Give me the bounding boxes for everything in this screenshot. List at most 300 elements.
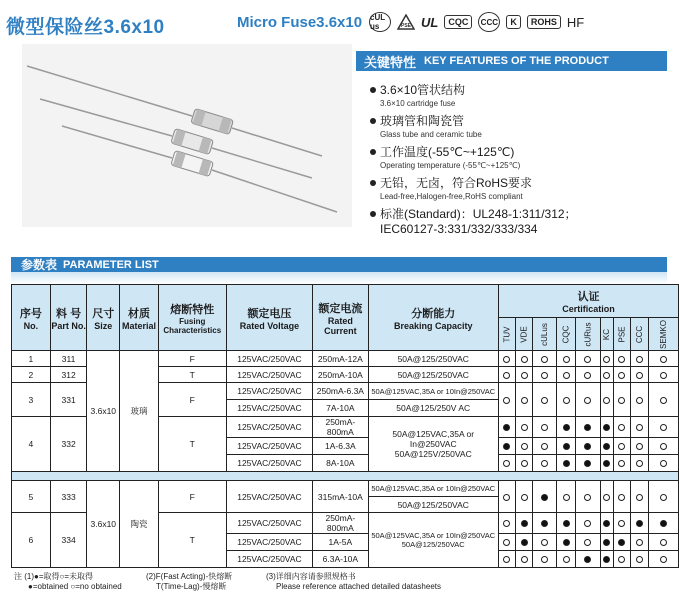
filled-circle-icon xyxy=(584,443,591,450)
breaking-line: 50A@125/250VAC xyxy=(401,540,465,549)
filled-circle-icon xyxy=(584,460,591,467)
cert-not-obtained-mark xyxy=(557,351,576,367)
cert-not-obtained-mark xyxy=(498,367,515,383)
parameter-list-title-bar xyxy=(11,257,667,272)
cell-voltage: 125VAC/250VAC xyxy=(226,438,313,455)
cert-obtained-mark xyxy=(557,513,576,534)
empty-circle-icon xyxy=(563,397,570,404)
cell-fusing: T xyxy=(158,417,226,472)
empty-circle-icon xyxy=(584,397,591,404)
empty-circle-icon xyxy=(618,460,625,467)
cert-not-obtained-mark xyxy=(557,383,576,417)
empty-circle-icon xyxy=(563,494,570,501)
filled-circle-icon xyxy=(563,443,570,450)
empty-circle-icon xyxy=(636,424,643,431)
feature-item xyxy=(370,205,670,236)
empty-circle-icon xyxy=(541,424,548,431)
cell-breaking xyxy=(368,513,498,568)
cert-obtained-mark xyxy=(515,513,532,534)
cell-size: 3.6x10 xyxy=(87,481,120,568)
filled-circle-icon xyxy=(636,520,643,527)
cert-not-obtained-mark xyxy=(515,351,532,367)
empty-circle-icon xyxy=(618,556,625,563)
feature-cn-continued: IEC60127-3:331/332/333/334 xyxy=(380,222,538,236)
cert-not-obtained-mark xyxy=(515,417,532,438)
header-certification: 认证 Certification xyxy=(498,285,678,318)
cert-obtained-mark xyxy=(557,438,576,455)
cert-not-obtained-mark xyxy=(600,351,613,367)
empty-circle-icon xyxy=(503,372,510,379)
empty-circle-icon xyxy=(660,424,667,431)
empty-circle-icon xyxy=(503,356,510,363)
breaking-line: 50A@125VAC,35A or In@250VAC xyxy=(392,429,475,449)
cert-column-pse: PSE xyxy=(613,318,630,351)
cert-obtained-mark xyxy=(630,513,648,534)
bullet-icon xyxy=(370,211,376,217)
cert-not-obtained-mark xyxy=(557,481,576,513)
fuse-illustration xyxy=(22,44,352,227)
cul-us-mark: cUL us xyxy=(369,12,391,32)
cert-not-obtained-mark xyxy=(613,417,630,438)
cell-material: 玻璃 xyxy=(120,351,159,472)
cert-obtained-mark xyxy=(557,534,576,551)
hf-mark: HF xyxy=(566,14,585,30)
empty-circle-icon xyxy=(503,520,510,527)
cert-obtained-mark xyxy=(515,534,532,551)
cell-current: 250mA-800mA xyxy=(313,417,368,438)
cert-not-obtained-mark xyxy=(649,551,679,568)
cert-obtained-mark xyxy=(557,455,576,472)
cell-fusing: T xyxy=(158,367,226,383)
cert-not-obtained-mark xyxy=(613,513,630,534)
cert-obtained-mark xyxy=(649,513,679,534)
cert-not-obtained-mark xyxy=(575,367,600,383)
empty-circle-icon xyxy=(618,494,625,501)
cert-not-obtained-mark xyxy=(630,438,648,455)
empty-circle-icon xyxy=(503,460,510,467)
cert-not-obtained-mark xyxy=(515,367,532,383)
cert-not-obtained-mark xyxy=(630,417,648,438)
cert-not-obtained-mark xyxy=(630,455,648,472)
cert-obtained-mark xyxy=(498,417,515,438)
cell-part: 334 xyxy=(50,513,87,568)
empty-circle-icon xyxy=(521,443,528,450)
cert-obtained-mark xyxy=(575,551,600,568)
cell-current: 7A-10A xyxy=(313,400,368,417)
cell-voltage: 125VAC/250VAC xyxy=(226,513,313,534)
empty-circle-icon xyxy=(636,539,643,546)
certification-marks xyxy=(369,12,584,32)
empty-circle-icon xyxy=(503,494,510,501)
cert-not-obtained-mark xyxy=(613,367,630,383)
cert-column-ccc: CCC xyxy=(630,318,648,351)
header-no: 序号 No. xyxy=(12,285,51,351)
empty-circle-icon xyxy=(660,372,667,379)
cert-column-semko: SEMKO xyxy=(649,318,679,351)
cert-column-tuv: TUV xyxy=(498,318,515,351)
cell-breaking: 50A@125/250VAC xyxy=(368,351,498,367)
cell-fusing: F xyxy=(158,481,226,513)
cell-part: 311 xyxy=(50,351,87,367)
cert-not-obtained-mark xyxy=(515,383,532,417)
cell-voltage: 125VAC/250VAC xyxy=(226,367,313,383)
cert-not-obtained-mark xyxy=(613,455,630,472)
empty-circle-icon xyxy=(660,539,667,546)
table-row xyxy=(12,351,679,367)
cell-voltage: 125VAC/250VAC xyxy=(226,351,313,367)
cert-not-obtained-mark xyxy=(575,351,600,367)
cell-breaking: 50A@125VAC,35A or 10In@250VAC xyxy=(368,481,498,497)
header-breaking-capacity: 分断能力 Breaking Capacity xyxy=(368,285,498,351)
cell-breaking xyxy=(368,417,498,472)
empty-circle-icon xyxy=(618,372,625,379)
cert-not-obtained-mark xyxy=(600,481,613,513)
cert-not-obtained-mark xyxy=(498,481,515,513)
cert-not-obtained-mark xyxy=(498,513,515,534)
cert-not-obtained-mark xyxy=(630,481,648,513)
empty-circle-icon xyxy=(660,494,667,501)
cell-breaking: 50A@125/250V AC xyxy=(368,400,498,417)
table-spacer xyxy=(12,472,679,481)
cell-voltage: 125VAC/250VAC xyxy=(226,551,313,568)
cert-not-obtained-mark xyxy=(498,351,515,367)
empty-circle-icon xyxy=(584,356,591,363)
kc-mark: K xyxy=(506,15,521,29)
cert-not-obtained-mark xyxy=(533,417,557,438)
empty-circle-icon xyxy=(584,494,591,501)
filled-circle-icon xyxy=(563,460,570,467)
cell-fusing: F xyxy=(158,383,226,417)
filled-circle-icon xyxy=(603,556,610,563)
header-fusing: 熔断特性 Fusing Characteristics xyxy=(158,285,226,351)
feature-en: Operating temperature (-55℃~+125℃) xyxy=(380,161,521,170)
cert-not-obtained-mark xyxy=(630,551,648,568)
cell-breaking: 50A@125VAC,35A or 10In@250VAC xyxy=(368,383,498,400)
cell-fusing: F xyxy=(158,351,226,367)
empty-circle-icon xyxy=(521,494,528,501)
filled-circle-icon xyxy=(541,520,548,527)
cell-voltage: 125VAC/250VAC xyxy=(226,383,313,400)
cert-not-obtained-mark xyxy=(649,417,679,438)
title-bar-gradient xyxy=(11,272,667,284)
empty-circle-icon xyxy=(636,397,643,404)
cell-breaking: 50A@125/250VAC xyxy=(368,497,498,513)
cert-not-obtained-mark xyxy=(630,367,648,383)
cell-voltage: 125VAC/250VAC xyxy=(226,417,313,438)
cert-obtained-mark xyxy=(600,551,613,568)
cell-no: 3 xyxy=(12,383,51,417)
cert-obtained-mark xyxy=(600,455,613,472)
cert-obtained-mark xyxy=(498,438,515,455)
cert-column-vde: VDE xyxy=(515,318,532,351)
cert-not-obtained-mark xyxy=(649,534,679,551)
cell-no: 6 xyxy=(12,513,51,568)
cell-voltage: 125VAC/250VAC xyxy=(226,534,313,551)
header-material: 材质 Material xyxy=(120,285,159,351)
cert-not-obtained-mark xyxy=(533,551,557,568)
cert-not-obtained-mark xyxy=(575,513,600,534)
filled-circle-icon xyxy=(603,460,610,467)
cert-not-obtained-mark xyxy=(649,438,679,455)
cell-voltage: 125VAC/250VAC xyxy=(226,400,313,417)
feature-cn: 3.6×10管状结构 xyxy=(380,83,466,97)
cell-no: 1 xyxy=(12,351,51,367)
empty-circle-icon xyxy=(521,356,528,363)
filled-circle-icon xyxy=(541,494,548,501)
note-3-en: Please reference attached detailed datasheets xyxy=(276,582,442,591)
note-3-cn: (3)详细内容请参照规格书 xyxy=(266,572,356,581)
empty-circle-icon xyxy=(660,356,667,363)
cert-not-obtained-mark xyxy=(600,367,613,383)
bullet-icon xyxy=(370,118,376,124)
cert-not-obtained-mark xyxy=(533,367,557,383)
table-row xyxy=(12,481,679,497)
bullet-icon xyxy=(370,87,376,93)
cell-current: 315mA-10A xyxy=(313,481,368,513)
filled-circle-icon xyxy=(521,539,528,546)
cell-part: 312 xyxy=(50,367,87,383)
rohs-mark: ROHS xyxy=(527,15,561,29)
cert-not-obtained-mark xyxy=(557,367,576,383)
cert-obtained-mark xyxy=(575,417,600,438)
cell-fusing: T xyxy=(158,513,226,568)
cert-obtained-mark xyxy=(600,438,613,455)
cert-obtained-mark xyxy=(575,455,600,472)
feature-en: Glass tube and ceramic tube xyxy=(380,130,482,139)
cell-current: 1A-6.3A xyxy=(313,438,368,455)
note-2 xyxy=(146,572,232,592)
empty-circle-icon xyxy=(603,397,610,404)
empty-circle-icon xyxy=(541,356,548,363)
filled-circle-icon xyxy=(563,520,570,527)
cert-not-obtained-mark xyxy=(533,438,557,455)
cert-not-obtained-mark xyxy=(515,455,532,472)
cert-column-cqc: CQC xyxy=(557,318,576,351)
cell-current: 250mA-6.3A xyxy=(313,383,368,400)
filled-circle-icon xyxy=(584,424,591,431)
key-features-title-bar xyxy=(356,51,667,71)
empty-circle-icon xyxy=(636,356,643,363)
product-photo xyxy=(22,44,352,227)
empty-circle-icon xyxy=(503,397,510,404)
cqc-mark: CQC xyxy=(444,15,472,29)
empty-circle-icon xyxy=(618,424,625,431)
cell-material: 陶瓷 xyxy=(120,481,159,568)
cell-breaking: 50A@125/250VAC xyxy=(368,367,498,383)
cert-not-obtained-mark xyxy=(630,383,648,417)
empty-circle-icon xyxy=(563,372,570,379)
cert-obtained-mark xyxy=(575,438,600,455)
cell-no: 4 xyxy=(12,417,51,472)
ul-mark: UL xyxy=(421,14,439,30)
feature-item xyxy=(370,143,670,170)
cert-not-obtained-mark xyxy=(575,481,600,513)
feature-item xyxy=(370,81,670,108)
note-3 xyxy=(266,572,441,592)
cert-not-obtained-mark xyxy=(515,438,532,455)
cert-not-obtained-mark xyxy=(515,551,532,568)
cert-not-obtained-mark xyxy=(533,383,557,417)
cert-not-obtained-mark xyxy=(533,455,557,472)
cert-not-obtained-mark xyxy=(498,551,515,568)
filled-circle-icon xyxy=(503,443,510,450)
cert-obtained-mark xyxy=(557,417,576,438)
cert-not-obtained-mark xyxy=(575,383,600,417)
feature-cn: 无铅，无卤，符合RoHS要求 xyxy=(380,176,533,190)
pse-triangle-icon xyxy=(397,14,415,30)
cert-not-obtained-mark xyxy=(613,481,630,513)
svg-text:PSE: PSE xyxy=(400,23,412,29)
note-1-en: ●=obtained ○=no obtained xyxy=(28,582,122,591)
cert-not-obtained-mark xyxy=(649,351,679,367)
empty-circle-icon xyxy=(618,356,625,363)
cert-not-obtained-mark xyxy=(613,351,630,367)
cell-voltage: 125VAC/250VAC xyxy=(226,481,313,513)
empty-circle-icon xyxy=(618,443,625,450)
note-1-cn: 注 (1)●=取得○=未取得 xyxy=(14,572,94,581)
cert-not-obtained-mark xyxy=(498,455,515,472)
cert-not-obtained-mark xyxy=(613,383,630,417)
empty-circle-icon xyxy=(618,520,625,527)
cert-not-obtained-mark xyxy=(533,351,557,367)
bullet-icon xyxy=(370,149,376,155)
note-2-cn: (2)F(Fast Acting)-快熔断 xyxy=(146,572,233,581)
filled-circle-icon xyxy=(603,424,610,431)
cert-obtained-mark xyxy=(533,513,557,534)
cell-part: 332 xyxy=(50,417,87,472)
cell-no: 5 xyxy=(12,481,51,513)
feature-item xyxy=(370,174,670,201)
empty-circle-icon xyxy=(541,556,548,563)
cell-part: 333 xyxy=(50,481,87,513)
feature-cn: 工作温度(-55℃~+125℃) xyxy=(380,145,515,159)
empty-circle-icon xyxy=(636,460,643,467)
empty-circle-icon xyxy=(660,443,667,450)
empty-circle-icon xyxy=(636,494,643,501)
empty-circle-icon xyxy=(521,556,528,563)
feature-cn: 标准(Standard)：UL248-1:311/312； xyxy=(380,207,577,221)
filled-circle-icon xyxy=(603,520,610,527)
empty-circle-icon xyxy=(541,397,548,404)
cert-column-curus: cURus xyxy=(575,318,600,351)
page-title-cn: 微型保险丝3.6x10 xyxy=(6,17,165,38)
cell-current: 250mA-10A xyxy=(313,367,368,383)
cert-obtained-mark xyxy=(600,417,613,438)
empty-circle-icon xyxy=(660,556,667,563)
filled-circle-icon xyxy=(521,520,528,527)
cert-not-obtained-mark xyxy=(630,351,648,367)
empty-circle-icon xyxy=(584,372,591,379)
empty-circle-icon xyxy=(521,372,528,379)
feature-cn: 玻璃管和陶瓷管 xyxy=(380,114,465,128)
pse-mark xyxy=(397,14,415,30)
page-title-en: Micro Fuse3.6x10 xyxy=(237,14,363,31)
empty-circle-icon xyxy=(603,356,610,363)
cert-obtained-mark xyxy=(600,534,613,551)
cert-not-obtained-mark xyxy=(515,481,532,513)
parameter-table xyxy=(11,284,679,568)
header-part-no: 料 号 Part No. xyxy=(50,285,87,351)
cert-not-obtained-mark xyxy=(600,383,613,417)
empty-circle-icon xyxy=(603,372,610,379)
empty-circle-icon xyxy=(541,539,548,546)
note-1 xyxy=(14,572,122,592)
filled-circle-icon xyxy=(563,539,570,546)
note-2-en: T(Time-Lag)-慢熔断 xyxy=(156,582,227,591)
header-rated-voltage: 额定电压 Rated Voltage xyxy=(226,285,313,351)
breaking-line: 50A@125VAC,35A or 10In@250VAC xyxy=(371,531,496,540)
filled-circle-icon xyxy=(563,424,570,431)
empty-circle-icon xyxy=(563,356,570,363)
cell-current: 6.3A-10A xyxy=(313,551,368,568)
empty-circle-icon xyxy=(503,539,510,546)
filled-circle-icon xyxy=(603,539,610,546)
cert-column-kc: KC xyxy=(600,318,613,351)
feature-en: 3.6×10 cartridge fuse xyxy=(380,99,456,108)
empty-circle-icon xyxy=(541,443,548,450)
cert-obtained-mark xyxy=(600,513,613,534)
filled-circle-icon xyxy=(584,556,591,563)
cell-part: 331 xyxy=(50,383,87,417)
empty-circle-icon xyxy=(660,397,667,404)
empty-circle-icon xyxy=(660,460,667,467)
header-size: 尺寸 Size xyxy=(87,285,120,351)
cert-not-obtained-mark xyxy=(649,481,679,513)
cert-not-obtained-mark xyxy=(498,383,515,417)
cert-not-obtained-mark xyxy=(649,383,679,417)
empty-circle-icon xyxy=(618,397,625,404)
empty-circle-icon xyxy=(563,556,570,563)
empty-circle-icon xyxy=(603,494,610,501)
feature-item xyxy=(370,112,670,139)
empty-circle-icon xyxy=(541,460,548,467)
cert-column-culus: cULus xyxy=(533,318,557,351)
empty-circle-icon xyxy=(541,372,548,379)
cert-not-obtained-mark xyxy=(557,551,576,568)
cell-current: 250mA-12A xyxy=(313,351,368,367)
cert-not-obtained-mark xyxy=(613,438,630,455)
empty-circle-icon xyxy=(636,443,643,450)
parameter-list-title-en: PARAMETER LIST xyxy=(63,258,159,271)
cert-not-obtained-mark xyxy=(533,534,557,551)
empty-circle-icon xyxy=(521,424,528,431)
empty-circle-icon xyxy=(636,372,643,379)
header-rated-current: 额定电流 Rated Current xyxy=(313,285,368,351)
cell-voltage: 125VAC/250VAC xyxy=(226,455,313,472)
cert-not-obtained-mark xyxy=(649,367,679,383)
cell-current: 1A-5A xyxy=(313,534,368,551)
cert-not-obtained-mark xyxy=(630,534,648,551)
breaking-line: 50A@125V/250VAC xyxy=(394,449,472,459)
ccc-mark: CCC xyxy=(478,12,500,32)
cert-not-obtained-mark xyxy=(613,551,630,568)
cert-not-obtained-mark xyxy=(498,534,515,551)
cert-not-obtained-mark xyxy=(649,455,679,472)
parameter-list-title-cn: 参数表 xyxy=(21,258,58,272)
empty-circle-icon xyxy=(503,556,510,563)
filled-circle-icon xyxy=(603,443,610,450)
cell-current: 250mA-800mA xyxy=(313,513,368,534)
bullet-icon xyxy=(370,180,376,186)
cell-no: 2 xyxy=(12,367,51,383)
empty-circle-icon xyxy=(521,397,528,404)
empty-circle-icon xyxy=(584,539,591,546)
key-features-title-en: KEY FEATURES OF THE PRODUCT xyxy=(424,55,609,67)
filled-circle-icon xyxy=(618,539,625,546)
cert-not-obtained-mark xyxy=(575,534,600,551)
cell-current: 8A-10A xyxy=(313,455,368,472)
key-features-title-cn: 关键特性 xyxy=(364,54,417,70)
